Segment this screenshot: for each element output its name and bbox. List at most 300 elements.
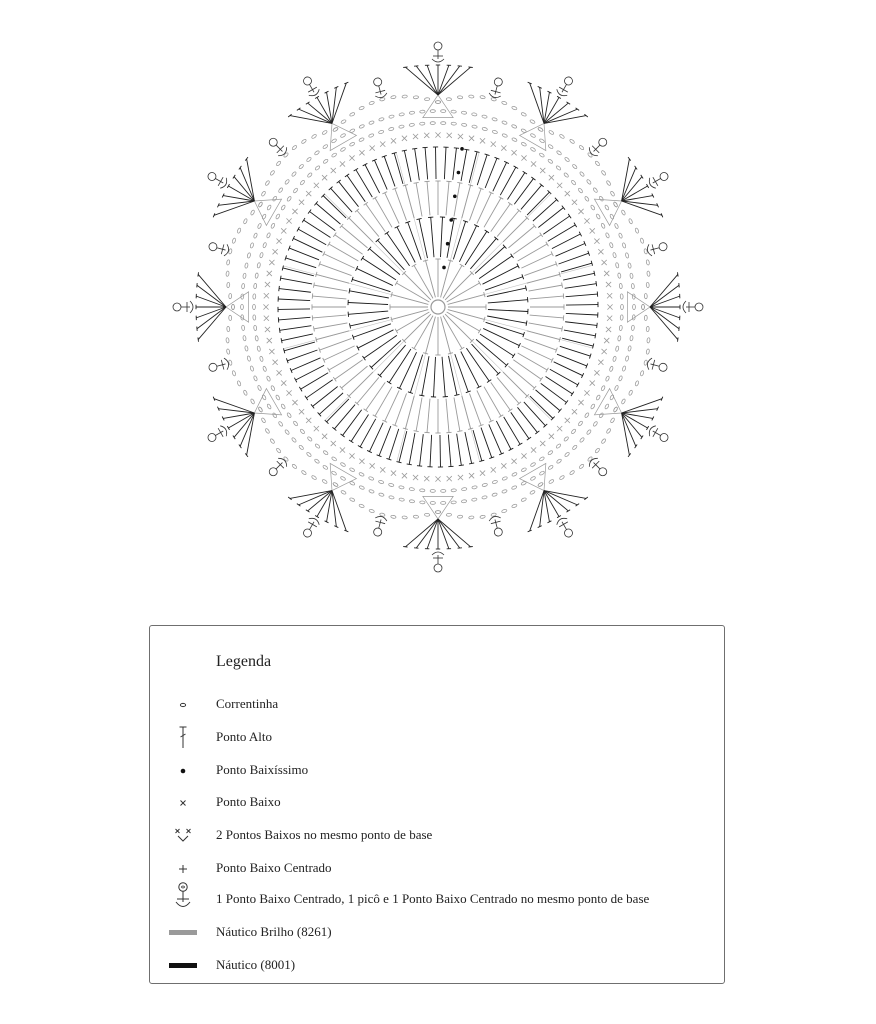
chain-stitch: [265, 180, 270, 186]
chain-stitch: [229, 315, 232, 320]
chain-stitch: [502, 133, 508, 137]
double-crochet-stitch-top: [485, 230, 489, 233]
chain-stitch: [492, 480, 498, 484]
chain-stitch: [630, 335, 634, 341]
chain-stitch: [606, 428, 611, 434]
chain-stitch: [430, 122, 435, 125]
double-crochet-stitch: [530, 396, 553, 418]
centered-sc-bar: [559, 522, 568, 527]
double-crochet-stitch: [282, 334, 313, 341]
chain-stitch: [622, 243, 626, 249]
chain-stitch: [258, 407, 263, 413]
sector-divider: [450, 265, 593, 304]
double-crochet-stitch-top: [345, 174, 349, 177]
chain-stitch: [451, 122, 456, 125]
chain-stitch: [521, 467, 527, 472]
double-crochet-stitch-top: [349, 288, 350, 293]
double-crochet-stitch-top: [596, 281, 597, 286]
picot-base: [190, 301, 193, 313]
inner-rounds: [278, 147, 598, 467]
fan-double-crochet-top: [403, 547, 407, 548]
chain-stitch: [625, 253, 629, 259]
picot-loop: [493, 527, 503, 537]
picot-loop: [302, 76, 313, 87]
double-crochet-stitch-top: [313, 283, 314, 288]
chain-stitch: [257, 223, 262, 229]
double-crochet-stitch: [529, 285, 562, 291]
centered-sc-bar: [653, 428, 658, 437]
double-crochet-stitch-top: [571, 392, 574, 396]
chain-stitch: [599, 412, 604, 418]
picot-group: [266, 135, 289, 158]
legend-title: Legenda: [216, 653, 272, 670]
legend-row-picot-group: [150, 888, 724, 912]
double-crochet-stitch: [415, 149, 420, 181]
double-crochet-stitch: [559, 253, 589, 264]
chain-stitch: [584, 196, 589, 202]
chain-stitch: [402, 95, 408, 99]
double-crochet-stitch: [477, 155, 487, 185]
chain-stitch: [548, 144, 554, 149]
chain-stitch: [349, 497, 355, 502]
chain-stitch: [281, 205, 286, 211]
chain-stitch: [284, 429, 289, 435]
double-crochet-stitch: [524, 338, 556, 350]
chain-stitch: [595, 448, 601, 454]
double-crochet-stitch-top: [499, 197, 504, 200]
chain-stitch: [621, 304, 624, 309]
chain-stitch: [441, 501, 446, 504]
double-crochet-stitch: [371, 341, 401, 368]
chain-stitch: [472, 125, 478, 129]
shell-frame: [423, 496, 453, 519]
chain-stitch: [253, 233, 258, 239]
chain-stitch: [430, 110, 435, 113]
chain-stitch: [539, 456, 545, 461]
shell-frame: [594, 389, 621, 415]
chain-stitch: [420, 489, 425, 492]
chain-stitch: [340, 147, 346, 152]
chain-stitch: [306, 452, 312, 458]
chain-stitch: [301, 139, 307, 144]
double-crochet-stitch-top: [527, 437, 531, 440]
chain-stitch: [640, 370, 644, 376]
double-crochet-stitch: [541, 383, 567, 402]
double-crochet-stitch: [566, 294, 598, 297]
centered-sc-bar: [653, 177, 658, 186]
chain-stitch: [618, 233, 623, 239]
chain-stitch: [501, 509, 507, 513]
double-crochet-stitch: [397, 227, 415, 263]
chain-stitch: [298, 164, 304, 170]
double-crochet-stitch: [314, 323, 347, 329]
double-crochet-stitch: [399, 431, 407, 462]
double-crochet-stitch: [279, 289, 311, 293]
double-crochet-stitch: [395, 393, 407, 425]
chain-stitch: [263, 242, 267, 248]
double-crochet-stitch: [527, 192, 549, 215]
double-crochet-stitch-top: [385, 231, 389, 234]
chain-stitch: [276, 448, 282, 454]
chain-stitch: [492, 117, 498, 121]
chain-stitch: [293, 421, 298, 427]
double-crochet-stitch: [459, 226, 476, 262]
chain-stitch: [389, 495, 395, 499]
chain-stitch: [584, 412, 589, 418]
double-crochet-stitch-top: [594, 271, 595, 276]
double-crochet-stitch-top: [396, 462, 401, 463]
double-crochet-stitch: [320, 264, 352, 276]
centered-sc-icon: [168, 857, 198, 881]
double-crochet-stitch: [497, 210, 519, 236]
double-crochet-stitch-top: [387, 381, 391, 384]
double-crochet-stitch-top: [364, 409, 368, 412]
double-crochet-stitch-top: [469, 463, 474, 464]
double-crochet-stitch: [533, 200, 557, 221]
double-crochet-stitch: [357, 377, 379, 403]
double-crochet-stitch-top: [568, 214, 571, 218]
picot-group: [587, 456, 610, 479]
chain-stitch: [232, 304, 235, 309]
picot-loop: [173, 303, 181, 311]
chain-stitch: [409, 123, 415, 127]
chain-stitch: [237, 228, 241, 234]
chain-stitch: [420, 501, 425, 504]
double-crochet-stitch: [343, 410, 362, 436]
chain-stitch: [521, 112, 527, 117]
chain-stitch: [605, 232, 610, 238]
chain-stitch: [331, 152, 337, 157]
double-crochet-stitch-top: [373, 415, 378, 418]
double-crochet-stitch: [396, 312, 429, 331]
chain-stitch: [569, 139, 575, 144]
slip-stitch-icon: [168, 759, 198, 783]
double-crochet-stitch: [289, 248, 319, 260]
double-crochet-stitch: [348, 303, 388, 305]
chain-stitch: [548, 130, 554, 135]
double-crochet-stitch: [483, 328, 519, 345]
double-crochet-stitch: [291, 358, 320, 371]
chain-stitch: [595, 161, 601, 167]
chain-stitch: [563, 172, 569, 178]
double-crochet-stitch: [427, 181, 430, 215]
double-crochet-stitch: [404, 151, 411, 182]
chain-stitch: [307, 172, 313, 178]
chain-stitch: [559, 475, 565, 480]
double-crochet-stitch: [565, 322, 597, 326]
chain-stitch: [257, 385, 262, 391]
double-crochet-stitch: [427, 399, 430, 433]
double-crochet-stitch: [529, 323, 562, 329]
chain-stitch: [420, 122, 425, 125]
chain-stitch: [548, 465, 554, 470]
double-crochet-stitch: [543, 216, 569, 234]
chain-stitch: [424, 513, 429, 516]
legend-row-slip-stitch: [150, 759, 724, 783]
chain-stitch: [369, 120, 375, 124]
sector-divider: [284, 310, 427, 349]
chain-stitch: [250, 366, 254, 372]
chain-stitch: [253, 304, 256, 309]
fan-double-crochet: [622, 413, 642, 437]
chain-stitch: [399, 485, 405, 489]
double-crochet-stitch: [425, 148, 428, 180]
double-crochet-stitch: [357, 210, 379, 236]
chain-stitch: [254, 325, 257, 330]
picot-loop: [208, 362, 218, 372]
chain-stitch: [610, 191, 615, 197]
picot-loop: [493, 77, 503, 87]
chain-stitch: [255, 336, 259, 342]
double-crochet-stitch: [488, 309, 528, 311]
chain-stitch: [227, 282, 230, 287]
chain-stitch: [469, 516, 475, 520]
picot-group: [300, 75, 320, 98]
picot-group: [587, 135, 610, 158]
chain-stitch: [621, 210, 626, 216]
chain-stitch: [283, 152, 289, 158]
chain-stitch: [245, 263, 249, 269]
chain-stitch: [359, 485, 365, 490]
double-crochet-stitch: [331, 188, 352, 212]
chain-stitch: [521, 497, 527, 502]
double-crochet-stitch: [465, 231, 487, 265]
fan-double-crochet: [197, 307, 226, 329]
chain-stitch: [593, 187, 598, 193]
double-crochet-stitch: [466, 348, 489, 381]
double-crochet-stitch-top: [454, 148, 459, 149]
double-crochet-stitch: [281, 278, 312, 284]
double-crochet-stitch: [348, 311, 388, 314]
double-crochet-stitch-top: [362, 356, 365, 360]
fan-double-crochet: [622, 168, 636, 201]
black-yarn-swatch-icon: [168, 954, 198, 978]
chain-stitch: [259, 356, 263, 362]
chain-stitch: [446, 98, 451, 101]
picot-group: [646, 357, 668, 374]
chain-stitch: [593, 421, 598, 427]
chain-stitch: [461, 487, 467, 491]
legend-label-picot-group: 1 Ponto Baixo Centrado, 1 picô e 1 Ponto Baixo Centrado no mesmo ponto de base: [216, 891, 650, 906]
double-crochet-stitch: [469, 393, 481, 425]
fan-double-crochet: [544, 103, 568, 123]
double-crochet-stitch-top: [419, 395, 424, 396]
chain-stitch: [322, 465, 328, 470]
chain-stitch: [340, 462, 346, 467]
chain-stitch: [530, 133, 536, 138]
chain-stitch: [620, 294, 623, 299]
double-crochet-stitch: [482, 266, 518, 284]
double-crochet-stitch: [364, 335, 397, 358]
chain-stitch: [646, 260, 650, 266]
chain-stitch: [530, 476, 536, 481]
chain-stitch: [451, 489, 456, 492]
chain-stitch: [281, 404, 286, 410]
double-crochet-stitch: [335, 235, 363, 255]
chain-stitch: [333, 127, 339, 132]
chain-stitch: [564, 157, 570, 163]
double-crochet-stitch: [480, 334, 514, 356]
fan-double-crochet: [247, 159, 255, 201]
chain-stitch: [270, 170, 275, 176]
double-crochet-stitch: [476, 339, 506, 365]
fan-double-crochet: [544, 491, 577, 505]
legend-label-slip-stitch: Ponto Baixíssimo: [216, 762, 309, 777]
chain-stitch: [579, 437, 585, 443]
double-crochet-stitch: [472, 344, 499, 374]
double-crochet-stitch: [353, 324, 391, 337]
legend-box: [149, 625, 725, 984]
chain-stitch: [482, 495, 488, 499]
chain-stitch: [311, 134, 317, 139]
chain-stitch: [511, 472, 517, 477]
double-crochet-stitch-top: [280, 276, 281, 281]
chain-stitch: [628, 218, 633, 224]
double-crochet-stitch: [396, 283, 429, 302]
chain-stitch: [293, 188, 298, 194]
chain-stitch: [399, 125, 405, 129]
double-crochet-stitch: [304, 220, 331, 237]
chain-stitch: [349, 142, 355, 147]
double-crochet-stitch: [312, 296, 346, 299]
chain-stitch: [441, 110, 446, 113]
picot-group: [683, 301, 703, 313]
double-crochet-stitch: [469, 189, 481, 221]
chain-stitch: [511, 485, 517, 490]
chain-stitch: [612, 252, 616, 258]
double-crochet-stitch: [475, 247, 505, 274]
chain-stitch: [258, 202, 263, 208]
chain-stitch: [587, 456, 593, 462]
chain-stitch: [322, 144, 328, 149]
double-crochet-stitch-top: [414, 182, 419, 183]
chain-stitch: [322, 130, 328, 135]
double-crochet-stitch: [347, 175, 365, 201]
fan-double-crochet: [240, 168, 254, 201]
chain-stitch: [255, 273, 259, 279]
double-crochet-stitch-top: [364, 202, 368, 205]
chain-stitch: [435, 101, 440, 104]
centered-sc-stem: [495, 520, 497, 529]
chain-stitch: [472, 485, 478, 489]
picot-group: [646, 240, 668, 257]
fan-double-crochet: [622, 177, 642, 201]
chain-stitch: [572, 164, 578, 170]
fan-double-crochet: [544, 109, 577, 123]
legend-row-sc-increase: [150, 824, 724, 848]
double-crochet-stitch: [306, 380, 332, 398]
double-crochet-stitch-top: [417, 466, 422, 467]
slip-stitch: [446, 242, 450, 246]
chain-stitch: [359, 106, 365, 110]
chain-stitch: [267, 205, 272, 211]
chain-stitch: [331, 456, 337, 461]
chain-stitch: [482, 483, 488, 487]
chain-stitch: [379, 117, 385, 121]
chain-stitch: [272, 196, 277, 202]
chain-stitch: [237, 380, 241, 386]
chain-stitch: [646, 349, 650, 355]
fan-double-crochet: [438, 66, 460, 95]
double-crochet-stitch-top: [281, 338, 282, 343]
chain-stitch: [420, 110, 425, 113]
double-crochet-stitch-top: [395, 329, 398, 334]
chain-stitch: [571, 429, 577, 435]
double-crochet-stitch: [481, 428, 492, 458]
chain-stitch: [606, 180, 611, 186]
double-crochet-stitch: [416, 398, 422, 431]
double-crochet-stitch: [378, 240, 405, 270]
chain-stitch: [511, 124, 517, 129]
double-crochet-stitch: [349, 291, 388, 298]
chain-stitch: [409, 111, 415, 114]
picot-group: [371, 77, 388, 99]
double-crochet-stitch-top: [308, 209, 311, 213]
magic-ring: [431, 300, 445, 314]
slip-stitch: [457, 171, 461, 175]
fan-double-crochet: [299, 109, 332, 123]
chain-stitch: [446, 513, 451, 516]
chain-stitch: [614, 385, 619, 391]
picot-loop: [659, 432, 670, 443]
chain-stitch: [614, 223, 619, 229]
chain-stitch: [349, 467, 355, 472]
chain-stitch: [451, 110, 456, 113]
chain-stitch: [270, 223, 275, 229]
chain-stitch: [457, 96, 462, 99]
legend-row-yarn-gray: [150, 921, 724, 945]
chain-stitch: [229, 293, 232, 298]
double-crochet-stitch-top: [478, 281, 481, 286]
chain-stitch: [341, 119, 347, 124]
double-crochet-stitch-top: [531, 177, 535, 180]
double-crochet-stitch: [513, 360, 541, 380]
chain-stitch: [333, 482, 339, 487]
chain-stitch: [243, 390, 248, 396]
chain-stitch: [270, 385, 275, 391]
double-crochet-stitch: [414, 265, 433, 298]
shell-frame: [226, 292, 249, 322]
double-crochet-stitch-top: [328, 242, 331, 247]
chain-stitch: [245, 346, 249, 352]
picot-base: [432, 552, 444, 555]
chain-stitch: [605, 376, 610, 382]
slip-stitch: [449, 218, 453, 222]
chain-stitch: [391, 515, 397, 519]
double-crochet-stitch: [443, 316, 462, 349]
centered-sc-bar: [218, 177, 223, 186]
double-crochet-stitch: [384, 156, 395, 186]
shell-frame: [627, 292, 650, 322]
picot-group: [647, 424, 670, 444]
double-crochet-stitch: [420, 434, 424, 466]
chain-stitch: [511, 504, 517, 508]
double-crochet-stitch: [389, 349, 411, 383]
chain-stitch: [482, 115, 488, 119]
fan-double-crochet: [544, 116, 586, 124]
double-crochet-stitch-top: [354, 168, 358, 171]
chain-stitch: [631, 325, 634, 330]
chain-stitch: [451, 501, 456, 504]
double-crochet-stitch: [357, 268, 393, 285]
chain-stitch: [578, 421, 583, 427]
chain-stitch: [301, 470, 307, 475]
chain-stitch: [539, 471, 545, 476]
double-crochet-stitch: [387, 233, 410, 266]
chain-stitch: [250, 243, 254, 249]
picot-group: [300, 516, 320, 539]
chain-stitch: [620, 315, 623, 320]
